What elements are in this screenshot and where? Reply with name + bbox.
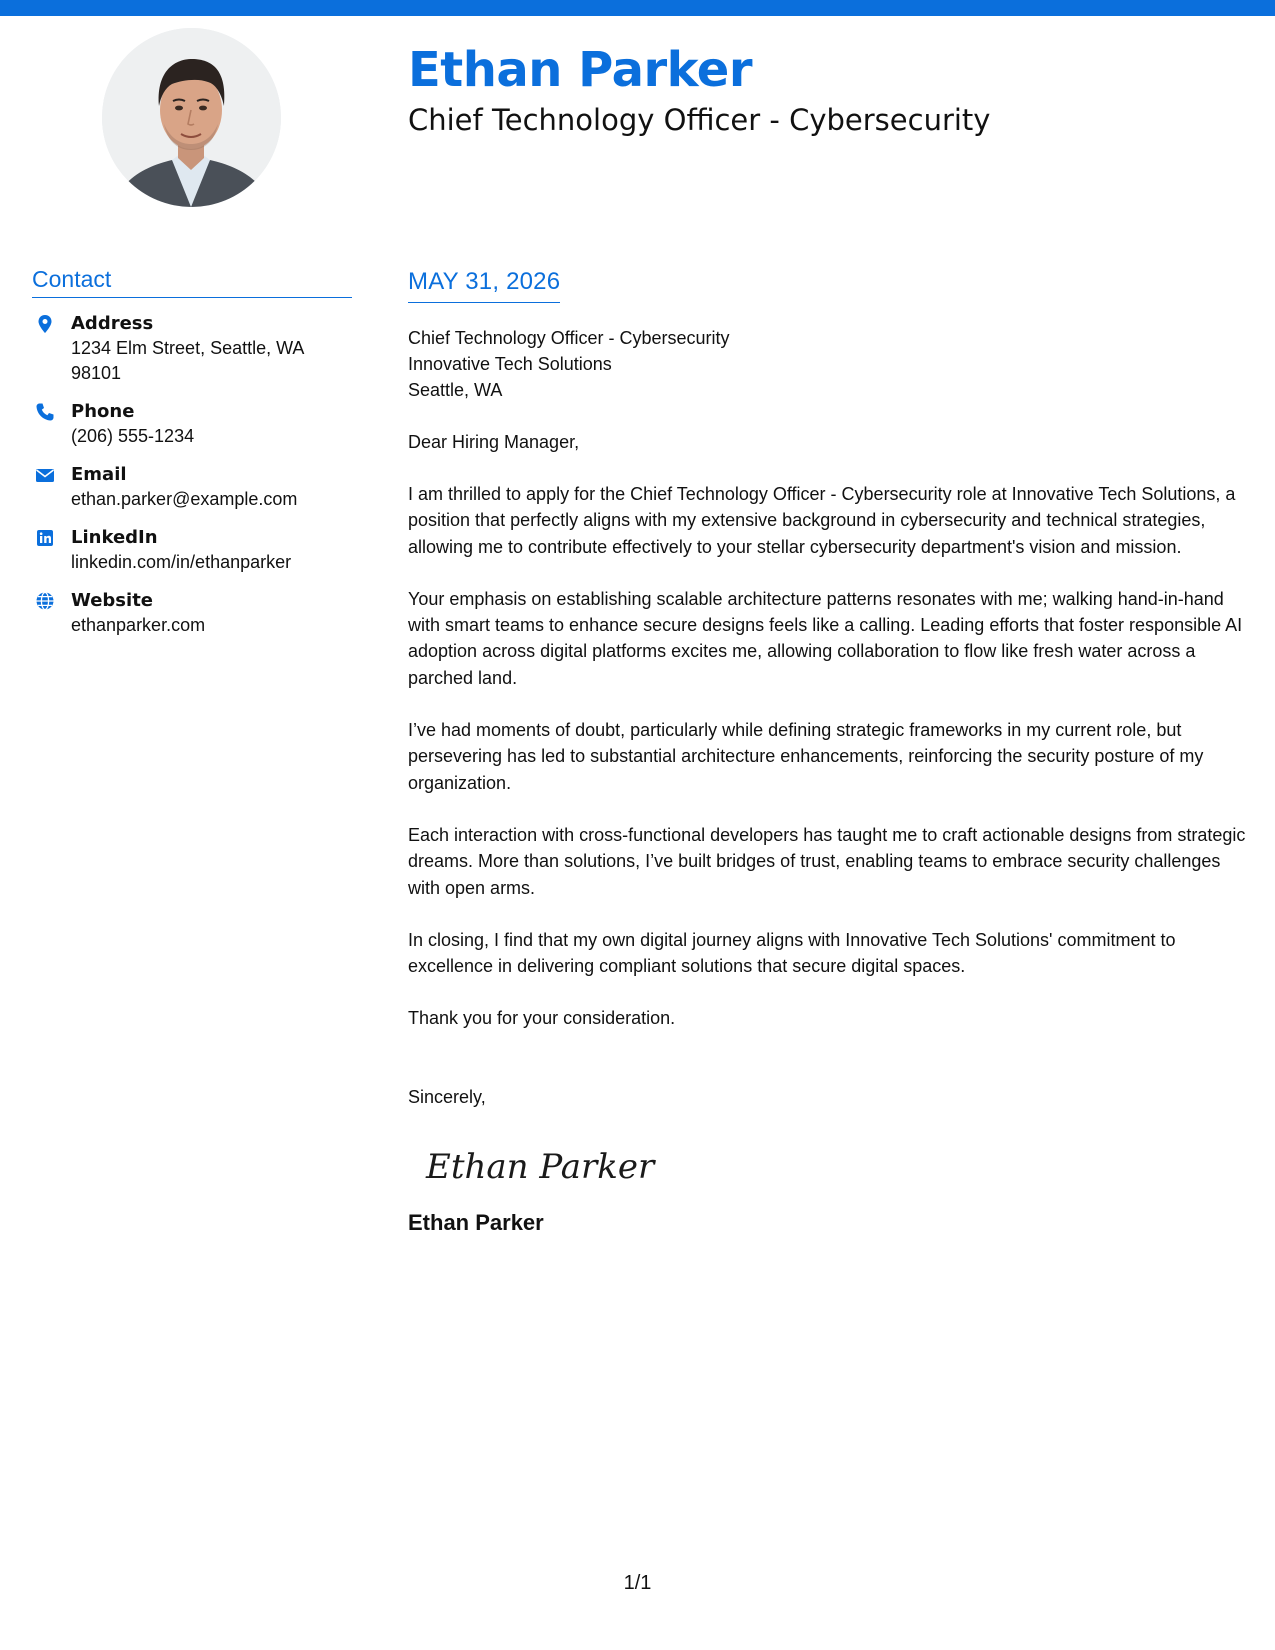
address-value: 1234 Elm Street, Seattle, WA 98101 xyxy=(71,338,304,383)
map-pin-icon xyxy=(35,314,55,334)
handwritten-signature xyxy=(424,1140,1248,1192)
contact-item-phone xyxy=(32,400,352,449)
contact-label: Address xyxy=(71,313,154,334)
email-icon xyxy=(35,465,55,485)
top-accent-bar xyxy=(0,0,1275,16)
globe-icon xyxy=(35,591,55,611)
signer-name: Ethan Parker xyxy=(408,1209,544,1235)
website-value[interactable]: ethanparker.com xyxy=(71,615,206,635)
candidate-name: Ethan Parker xyxy=(408,42,752,98)
linkedin-icon xyxy=(35,528,55,548)
phone-value: (206) 555-1234 xyxy=(71,426,195,446)
letter-date: MAY 31, 2026 xyxy=(408,268,560,303)
contact-item-website xyxy=(32,589,352,638)
email-value[interactable]: ethan.parker@example.com xyxy=(71,489,298,509)
letter-paragraph: Thank you for your consideration. xyxy=(408,1008,676,1029)
contact-sidebar xyxy=(32,266,352,652)
contact-item-linkedin xyxy=(32,526,352,575)
contact-label: Phone xyxy=(71,401,135,422)
contact-label: Website xyxy=(71,590,154,611)
contact-list xyxy=(32,312,352,638)
letter-paragraph: Each interaction with cross-functional developers has taught me to craft actionable designs from strategic dreams. More than solutions, I’ve built bridges of trust, enabling teams to embrace security challenges with open arms. xyxy=(408,824,1246,898)
contact-label: LinkedIn xyxy=(71,527,158,548)
linkedin-value[interactable]: linkedin.com/in/ethanparker xyxy=(71,552,292,572)
letter-paragraph: Your emphasis on establishing scalable architecture patterns resonates with me; walking hand-in-hand with smart teams to enhance secure designs feels like a calling. Leading efforts that foster responsible AI adoption across digital platforms excites me, allowing collaboration to flow like fresh water across a parched land. xyxy=(408,588,1243,688)
letter-paragraph: I’ve had moments of doubt, particularly while defining strategic frameworks in my current role, but persevering has led to substantial architecture enhancements, reinforcing the security posture of my organization. xyxy=(408,720,1204,793)
contact-label: Email xyxy=(71,464,127,485)
contact-heading: Contact xyxy=(32,266,352,298)
page-number: 1/1 xyxy=(623,1572,652,1594)
letter-paragraph: I am thrilled to apply for the Chief Technology Officer - Cybersecurity role at Innovative Tech Solutions, a position that perfectly aligns with my extensive background in cybersecurity and technical strategies, allowing me to contribute effectively to your stellar cybersecurity department's vision and mission. xyxy=(408,484,1236,557)
phone-icon xyxy=(35,402,55,422)
signature-text: Ethan Parker xyxy=(426,1146,655,1187)
letter-paragraph: In closing, I find that my own digital journey aligns with Innovative Tech Solutions' commitment to excellence in delivering compliant solutions that secure digital spaces. xyxy=(408,929,1176,977)
profile-photo xyxy=(102,28,281,207)
recipient-line: Chief Technology Officer - Cybersecurity xyxy=(408,328,730,348)
greeting: Dear Hiring Manager, xyxy=(408,432,580,452)
contact-item-email xyxy=(32,463,352,512)
closing: Sincerely, xyxy=(408,1086,486,1107)
recipient-line: Innovative Tech Solutions xyxy=(408,354,612,374)
contact-item-address xyxy=(32,312,352,386)
letter-body xyxy=(408,268,1248,1236)
recipient-line: Seattle, WA xyxy=(408,380,503,400)
recipient-block xyxy=(408,325,1248,403)
candidate-title: Chief Technology Officer - Cybersecurity xyxy=(408,103,991,137)
